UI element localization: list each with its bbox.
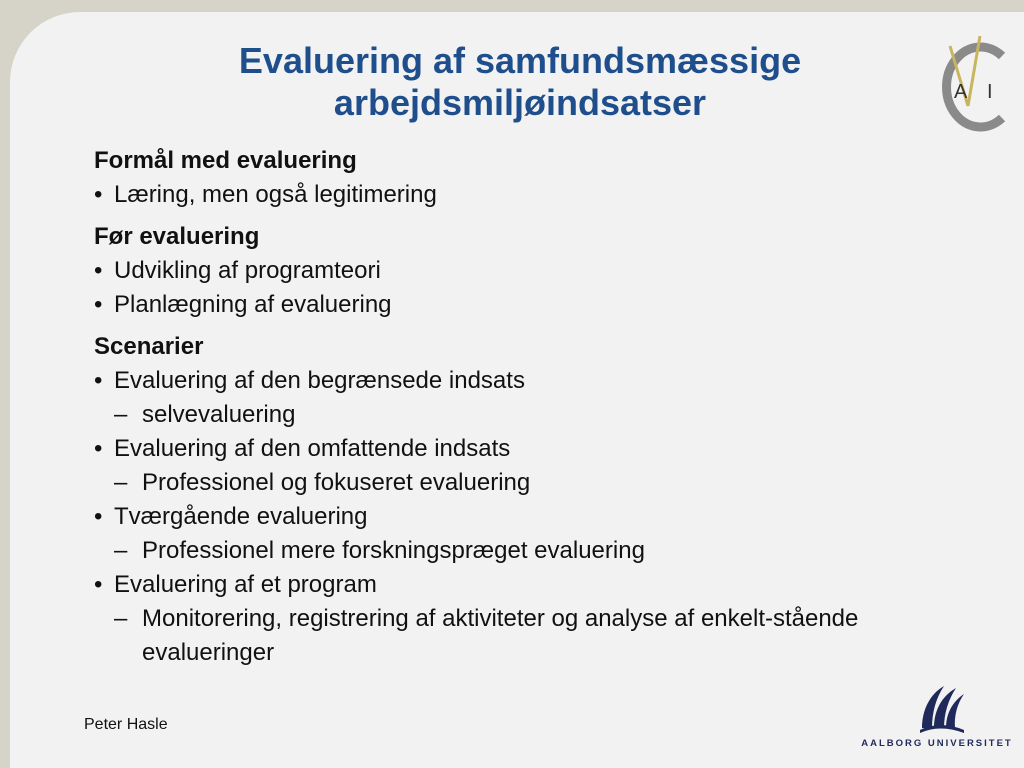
cai-logo — [932, 26, 1012, 136]
bullet-text: Planlægning af evaluering — [114, 291, 392, 318]
dash-icon: – — [114, 605, 128, 632]
bullet-icon: • — [94, 181, 103, 208]
cai-logo-letter-a: A — [954, 81, 968, 103]
sub-item — [94, 398, 914, 432]
bullet-text: Læring, men også legitimering — [114, 181, 437, 208]
bullet-item — [94, 568, 914, 602]
aalborg-university-logo — [860, 680, 1014, 756]
sub-item — [94, 466, 914, 500]
slide-title — [180, 40, 860, 124]
bullet-icon: • — [94, 435, 103, 462]
bullet-text: Evaluering af den omfattende indsats — [114, 435, 511, 462]
sub-item-text: Professionel og fokuseret evaluering — [142, 469, 531, 496]
sub-item-text: Professionel mere forskningspræget evaluering — [142, 537, 645, 564]
slide — [10, 12, 1024, 768]
bullet-item — [94, 432, 914, 466]
section-heading: Før evaluering — [94, 223, 260, 250]
bullet-item — [94, 288, 914, 322]
sub-item-text: Monitorering, registrering af aktiviteter og analyse af enkelt-stående evalueringer — [142, 605, 859, 666]
au-emblem-icon — [860, 680, 1014, 736]
dash-icon: – — [114, 537, 128, 564]
section-heading: Scenarier — [94, 333, 204, 360]
title-line-2: arbejdsmiljøindsatser — [333, 82, 707, 123]
bullet-icon: • — [94, 503, 103, 530]
bullet-icon: • — [94, 257, 103, 284]
bullet-text: Tværgående evaluering — [114, 503, 368, 530]
bullet-icon: • — [94, 291, 103, 318]
au-logo-name: AALBORG UNIVERSITET — [861, 738, 1013, 749]
bullet-text: Evaluering af et program — [114, 571, 377, 598]
bullet-icon: • — [94, 367, 103, 394]
sub-item-text: selvevaluering — [142, 401, 296, 428]
footer-author: Peter Hasle — [84, 716, 168, 733]
section — [94, 330, 914, 670]
bullet-item — [94, 364, 914, 398]
bullet-item — [94, 178, 914, 212]
sub-item — [94, 534, 914, 568]
bullet-text: Evaluering af den begrænsede indsats — [114, 367, 525, 394]
bullet-text: Udvikling af programteori — [114, 257, 381, 284]
slide-body — [94, 144, 914, 678]
bullet-icon: • — [94, 571, 103, 598]
cai-logo-letter-i: I — [987, 81, 993, 103]
bullet-item — [94, 500, 914, 534]
sub-item — [94, 602, 914, 670]
section-heading: Formål med evaluering — [94, 147, 357, 174]
section — [94, 220, 914, 322]
dash-icon: – — [114, 469, 128, 496]
title-line-1: Evaluering af samfundsmæssige — [238, 40, 802, 81]
section — [94, 144, 914, 212]
dash-icon: – — [114, 401, 128, 428]
bullet-item — [94, 254, 914, 288]
